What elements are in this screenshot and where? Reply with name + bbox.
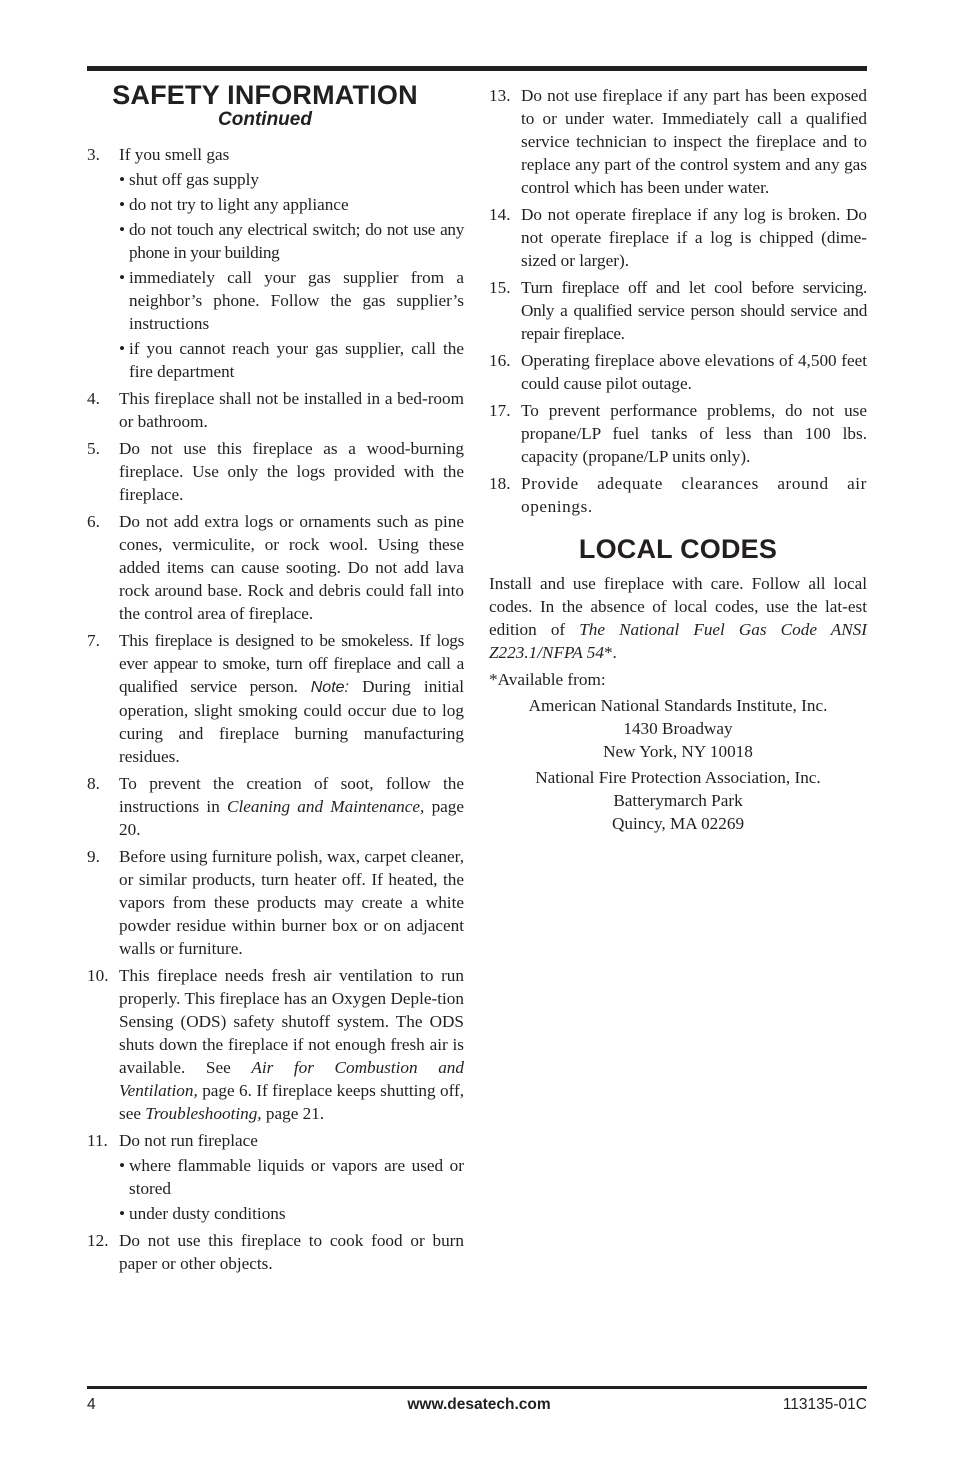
address-ansi: American National Standards Institute, Inc. 1430 Broadway New York, NY 10018 <box>528 696 828 761</box>
list-item-6: 6. Do not add extra logs or ornaments such as pine cones, vermiculite, or rock wool. Using these added items can cause sooting. Do not add lava rock around base. Rock and debris could fall into the control area of fireplace. <box>87 512 464 623</box>
cross-reference: Troubleshooting, <box>145 1104 262 1123</box>
cross-reference: Cleaning and Maintenance, <box>227 797 425 816</box>
footer-url: www.desatech.com <box>407 1396 551 1413</box>
local-codes-paragraph: Install and use fireplace with care. Follow all local codes. In the absence of local codes, use the lat-est edition of The National Fuel Gas Code ANSI Z223.1/NFPA 54*. <box>489 574 867 662</box>
bullet-item: • where flammable liquids or vapors are used or stored <box>119 1156 464 1198</box>
list-item-5: 5. Do not use this fireplace as a wood-burning fireplace. Use only the logs provided with the fireplace. <box>87 439 464 504</box>
section-title-safety: SAFETY INFORMATION <box>112 80 418 110</box>
list-item-10: 10. This fireplace needs fresh air ventilation to run properly. This fireplace has an Oxygen Deple-tion Sensing (ODS) safety shutoff system. The ODS shuts down the fireplace if not enough fresh air is available. See Air for Combustion and Ventilation, page 6. If fireplace keeps shutting off, see Troubleshooting, page 21. <box>87 966 464 1123</box>
bullet-item: • shut off gas supply <box>119 170 260 189</box>
list-item-13: 13. Do not use fireplace if any part has been exposed to or under water. Immediately call a qualified service technician to inspect the fireplace and to replace any part of the control system and any gas control which has been under water. <box>489 86 867 197</box>
bullet-list-conditions <box>119 1154 464 1225</box>
list-item-11: 11. Do not run fireplace <box>87 1131 258 1150</box>
item-number: 3. <box>87 145 100 164</box>
list-item-8: 8. To prevent the creation of soot, follow the instructions in Cleaning and Maintenance, page 20. <box>87 774 465 839</box>
bullet-list-gas <box>119 168 464 383</box>
bullet-item: • if you cannot reach your gas supplier, call the fire department <box>119 339 464 381</box>
document-code: 113135-01C <box>782 1396 867 1413</box>
bullet-item: • do not touch any electrical switch; do not use any phone in your building <box>119 220 464 262</box>
list-item-17: 17. To prevent performance problems, do not use propane/LP fuel tanks of less than 100 lbs. capacity (propane/LP units only). <box>489 401 867 466</box>
address-nfpa: National Fire Protection Association, Inc. Batterymarch Park Quincy, MA 02269 <box>535 768 821 833</box>
available-from-label: *Available from: <box>489 670 606 689</box>
page-number: 4 <box>87 1396 96 1413</box>
list-item-12: 12. Do not use this fireplace to cook food or burn paper or other objects. <box>87 1231 464 1273</box>
list-item-18: 18. Provide adequate clearances around air openings. <box>489 474 867 516</box>
section-title-local-codes: LOCAL CODES <box>578 534 778 564</box>
list-item-16: 16. Operating fireplace above elevations of 4,500 feet could cause pilot outage. <box>489 351 867 393</box>
code-reference: The National Fuel Gas Code ANSI Z223.1/NFPA 54 <box>489 620 867 662</box>
bottom-rule <box>87 1386 867 1389</box>
section-subtitle: Continued <box>218 109 312 130</box>
left-column <box>87 80 464 1275</box>
cross-reference: Air for Combustion and Ventilation, <box>119 1058 464 1100</box>
item-text: If you smell gas <box>119 145 230 164</box>
list-item-3 <box>87 143 464 166</box>
top-rule <box>87 66 867 71</box>
right-column <box>489 84 867 835</box>
bullet-item: • do not try to light any appliance <box>119 195 349 214</box>
list-item-15: 15. Turn fireplace off and let cool before servicing. Only a qualified service person should service and repair fireplace. <box>489 278 867 343</box>
list-item-4: 4. This fireplace shall not be installed in a bed-room or bathroom. <box>87 389 464 431</box>
list-item-14: 14. Do not operate fireplace if any log is broken. Do not operate fireplace if a log is chipped (dime-sized or larger). <box>489 205 867 270</box>
bullet-item: • immediately call your gas supplier from a neighbor’s phone. Follow the gas supplier’s instructions <box>119 268 464 333</box>
note-label: Note: <box>310 679 349 696</box>
list-item-7: 7. This fireplace is designed to be smokeless. If logs ever appear to smoke, turn off fireplace and call a qualified service person. Note: During initial operation, slight smoking could occur due to log curing and fireplace burning manufacturing residues. <box>87 631 465 766</box>
bullet-item: • under dusty conditions <box>119 1204 286 1223</box>
list-item-9: 9. Before using furniture polish, wax, carpet cleaner, or similar products, turn heater off. If heated, the vapors from these products may create a white powder residue within burner box or on adjacent walls or furniture. <box>87 847 464 958</box>
